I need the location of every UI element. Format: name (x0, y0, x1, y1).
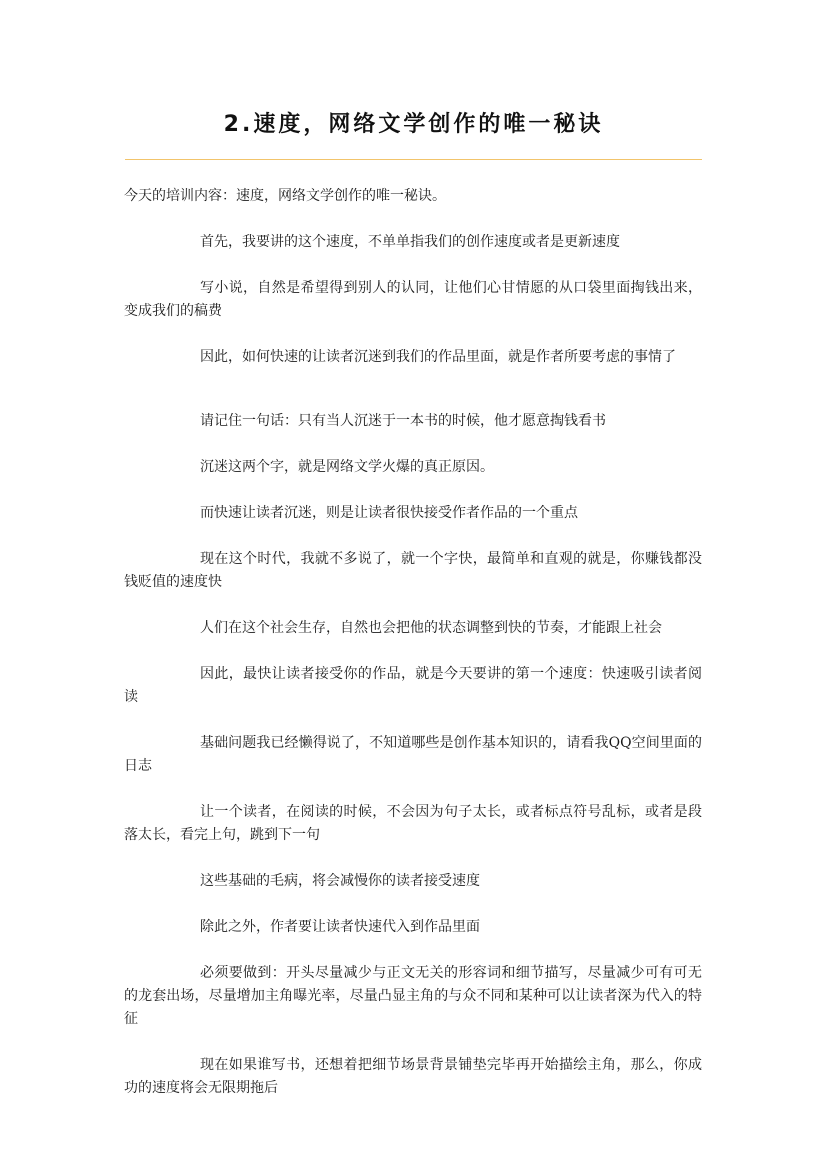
paragraph: 人们在这个社会生存，自然也会把他的状态调整到快的节奏，才能跟上社会 (200, 620, 662, 636)
paragraph: 现在这个时代，我就不多说了，就一个字快，最简单和直观的就是，你赚钱都没钱贬值的速度快 (124, 551, 702, 590)
paragraph: 写小说，自然是希望得到别人的认同，让他们心甘情愿的从口袋里面掏钱出来，变成我们的稿费 (124, 280, 702, 319)
page-title: 2.速度，网络文学创作的唯一秘诀 (223, 112, 604, 137)
paragraph: 这些基础的毛病，将会减慢你的读者接受速度 (200, 873, 480, 889)
paragraph: 而快速让读者沉迷，则是让读者很快接受作者作品的一个重点 (200, 505, 578, 521)
paragraph: 因此，最快让读者接受你的作品，就是今天要讲的第一个速度：快速吸引读者阅读 (124, 666, 702, 705)
paragraph: 除此之外，作者要让读者快速代入到作品里面 (200, 919, 480, 935)
paragraph: 现在如果谁写书，还想着把细节场景背景铺垫完毕再开始描绘主角，那么，你成功的速度将会无限期拖后 (124, 1057, 702, 1096)
paragraph: 首先，我要讲的这个速度，不单单指我们的创作速度或者是更新速度 (200, 234, 620, 250)
intro-paragraph: 今天的培训内容：速度，网络文学创作的唯一秘诀。 (124, 188, 446, 204)
paragraph: 沉迷这两个字，就是网络文学火爆的真正原因。 (200, 459, 494, 475)
title-divider (125, 159, 702, 160)
document-body (124, 185, 702, 1123)
paragraph: 因此，如何快速的让读者沉迷到我们的作品里面，就是作者所要考虑的事情了 (200, 349, 676, 365)
paragraph: 必须要做到：开头尽量减少与正文无关的形容词和细节描写，尽量减少可有可无的龙套出场，尽量增加主角曝光率，尽量凸显主角的与众不同和某种可以让读者深为代入的特征 (124, 965, 702, 1027)
paragraph: 让一个读者，在阅读的时候，不会因为句子太长，或者标点符号乱标，或者是段落太长，看完上句，跳到下一句 (124, 804, 702, 843)
paragraph: 基础问题我已经懒得说了，不知道哪些是创作基本知识的，请看我QQ空间里面的日志 (124, 735, 702, 774)
paragraph: 请记住一句话：只有当人沉迷于一本书的时候，他才愿意掏钱看书 (200, 413, 606, 429)
